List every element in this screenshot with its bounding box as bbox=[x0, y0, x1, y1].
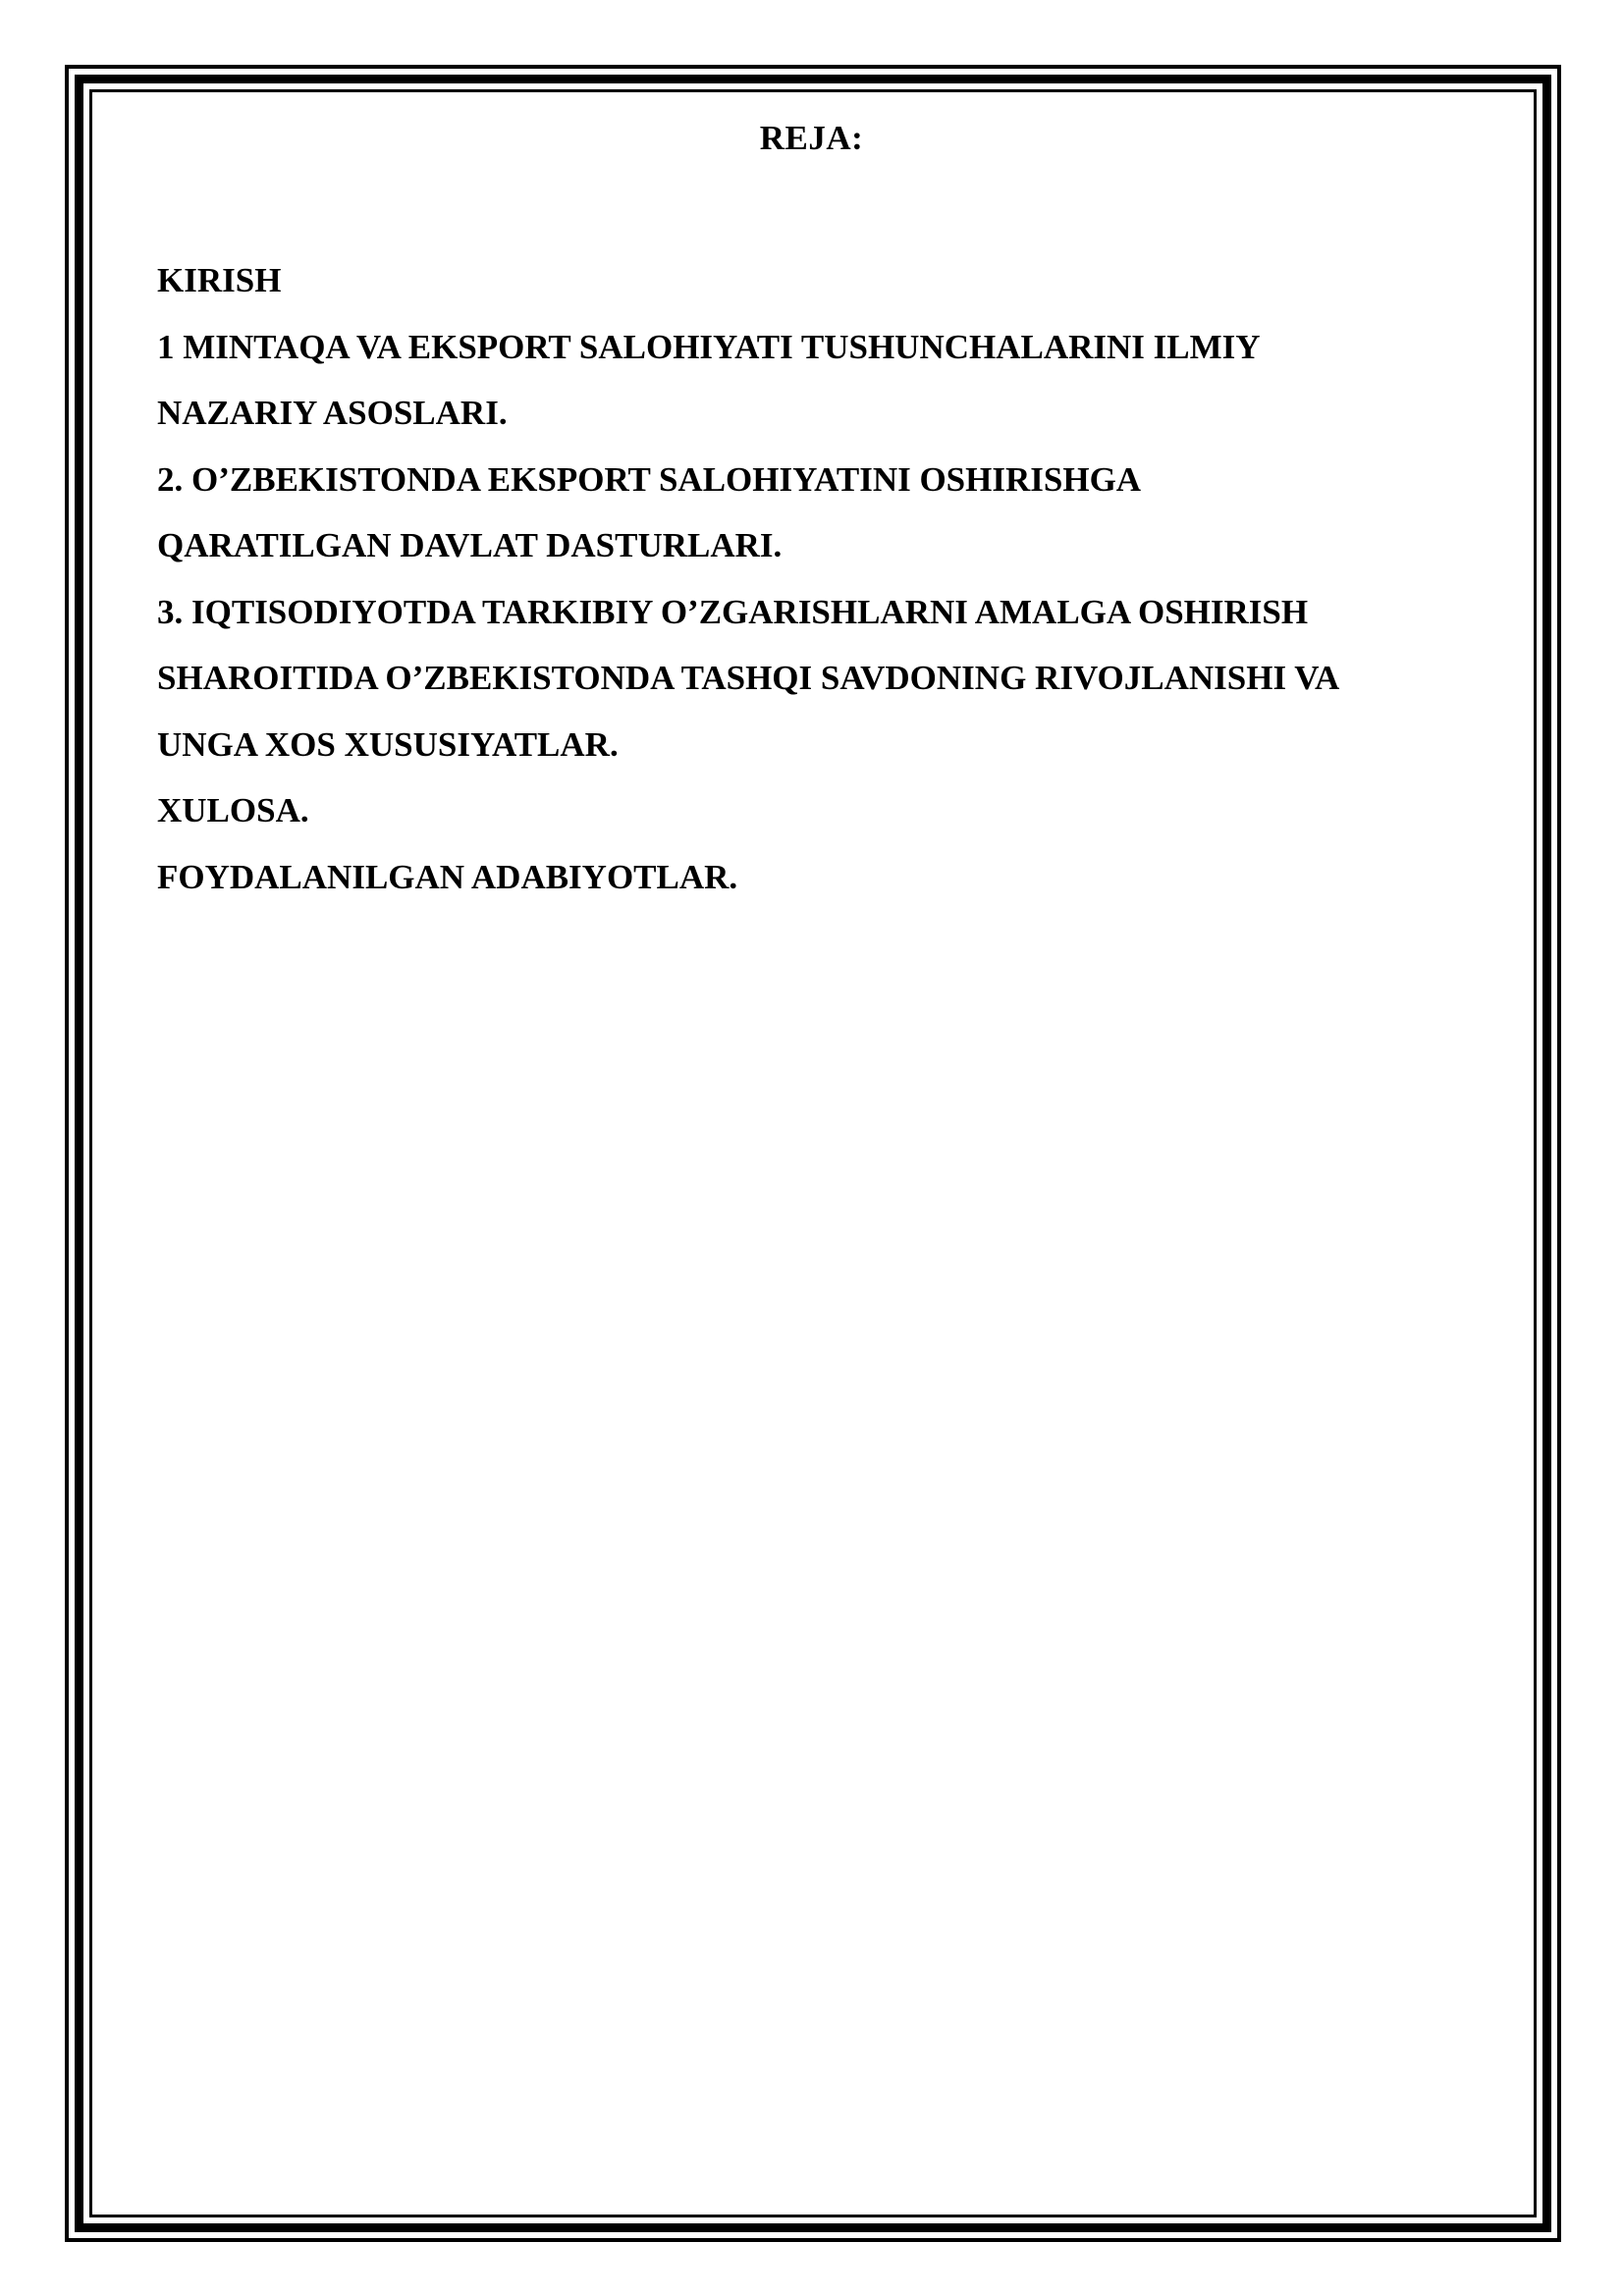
table-of-contents bbox=[157, 247, 1512, 910]
toc-item-references: FOYDALANILGAN ADABIYOTLAR. bbox=[157, 857, 738, 896]
toc-item-conclusion: XULOSA. bbox=[157, 791, 309, 829]
page-title: REJA: bbox=[759, 119, 864, 157]
toc-item-chapter-2: 2. O’ZBEKISTONDA EKSPORT SALOHIYATINI OSHIRISHGA QARATILGAN DAVLAT DASTURLARI. bbox=[157, 459, 1142, 564]
toc-item-chapter-1: 1 MINTAQA VA EKSPORT SALOHIYATI TUSHUNCHALARINI ILMIY NAZARIY ASOSLARI. bbox=[157, 327, 1261, 432]
toc-item-introduction: KIRISH bbox=[157, 261, 282, 299]
toc-item-chapter-3: 3. IQTISODIYOTDA TARKIBIY O’ZGARISHLARNI AMALGA OSHIRISH SHAROITIDA O’ZBEKISTONDA TASHQI SAVDONING RIVOJLANISHI VA UNGA XOS XUSUSIYATLAR. bbox=[157, 592, 1340, 764]
